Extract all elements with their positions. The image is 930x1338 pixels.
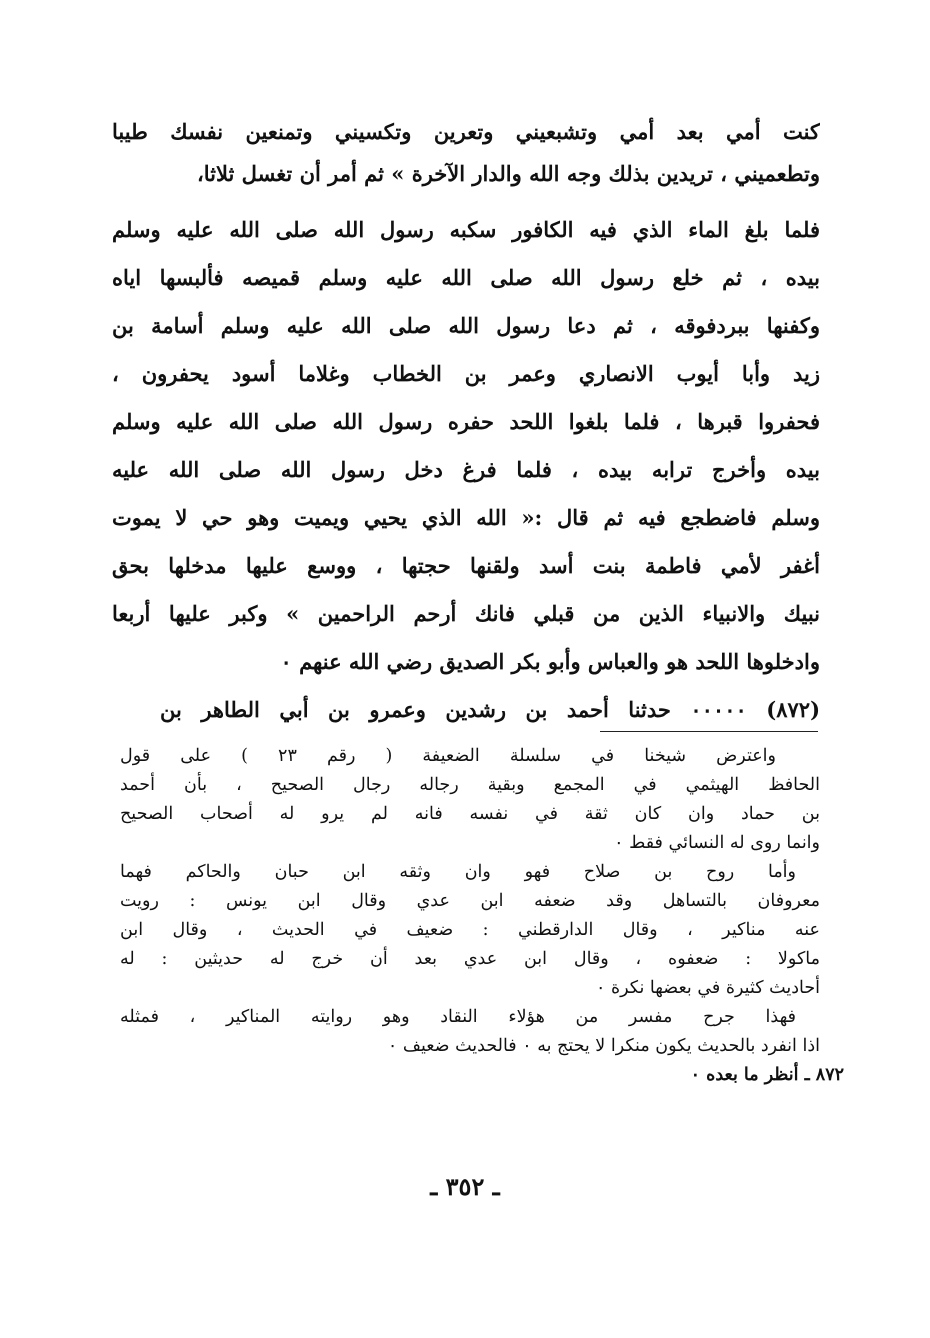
main-text-line: وكفنها ببردفوقه ، ثم دعا رسول الله صلى الله عليه وسلم أسامة بن: [112, 313, 820, 338]
main-text-line: نبيك والانبياء الذين من قبلي فانك أرحم الراحمين » وكبر عليها أربعا: [112, 601, 820, 626]
main-text-line: فحفروا قبرها ، فلما بلغوا اللحد حفره رسول الله صلى الله عليه وسلم: [112, 409, 820, 434]
footnote-line: معروفان بالتساهل وقد ضعفه ابن عدي وقال ابن يونس : رويت: [120, 891, 820, 911]
footnote-line: اذا انفرد بالحديث يكون منكرا لا يحتج به ٠ فالحديث ضعيف ٠: [387, 1036, 820, 1056]
footnote-line: بن حماد وان كان ثقة في نفسه فانه لم يرو له أصحاب الصحيح: [120, 804, 820, 824]
main-text-line: أغفر لأمي فاطمة بنت أسد ولقنها حجتها ، ووسع عليها مدخلها بحق: [112, 553, 820, 578]
main-text-line: زيد وأبا أيوب الانصاري وعمر بن الخطاب وغلاما أسود يحفرون ،: [112, 361, 820, 386]
main-text-line: وادخلوها اللحد هو والعباس وأبو بكر الصديق رضي الله عنهم ٠: [280, 649, 820, 674]
main-text-line: بيده وأخرج ترابه بيده ، فلما فرغ دخل رسول الله صلى الله عليه: [112, 457, 820, 482]
main-text-block: [112, 112, 820, 732]
footnote-separator: [600, 731, 818, 732]
footnotes-block: [120, 742, 844, 1090]
footnote-line: فهذا جرح مفسر من هؤلاء النقاد وهو روايته المناكير ، فمثله: [120, 1007, 796, 1027]
footnote-line: وأما روح بن صلاح فهو وان وثقه ابن حبان والحاكم فهما: [120, 862, 796, 882]
main-text-line: وتطعميني ، تريدين بذلك وجه الله والدار الآخرة » ثم أمر أن تغسل ثلاثا،: [196, 161, 820, 186]
footnote-line: واعترض شيخنا في سلسلة الضعيفة ( رقم ٢٣ ) على قول: [120, 746, 776, 766]
main-text-line: كنت أمي بعد أمي وتشبعيني وتعرين وتكسيني وتمنعين نفسك طيبا: [112, 119, 820, 144]
footnote-line: أحاديث كثيرة في بعضها نكرة ٠: [596, 978, 820, 998]
main-text-line: وسلم فاضطجع فيه ثم قال :« الله الذي يحيي ويميت وهو حي لا يموت: [112, 505, 820, 530]
footnote-line: الحافظ الهيثمي في المجمع وبقية رجاله رجال الصحيح ، بأن أحمد: [120, 775, 820, 795]
page-number: ـ ٣٥٢ ـ: [430, 1172, 500, 1201]
main-text-line: بيده ، ثم خلع رسول الله صلى الله عليه وسلم قميصه فألبسها اياه: [112, 265, 820, 290]
footnote-hadith-reference: ٨٧٢ ـ أنظر ما بعده ٠: [690, 1065, 844, 1085]
main-text-line-hadith-start: (٨٧٢) ٠٠٠٠٠ حدثنا أحمد بن رشدين وعمرو بن أبي الطاهر بن: [160, 697, 820, 722]
footnote-line: ماكولا : ضعفوه ، وقال ابن عدي بعد أن خرج له حديثين : له: [120, 949, 820, 969]
footnote-line: عنه مناكير ، وقال الدارقطني : ضعيف في الحديث ، وقال ابن: [120, 920, 820, 940]
main-text-line: فلما بلغ الماء الذي فيه الكافور سكبه رسول الله صلى الله عليه وسلم: [112, 217, 820, 242]
footnote-line: وانما روى له النسائي فقط ٠: [614, 833, 820, 853]
